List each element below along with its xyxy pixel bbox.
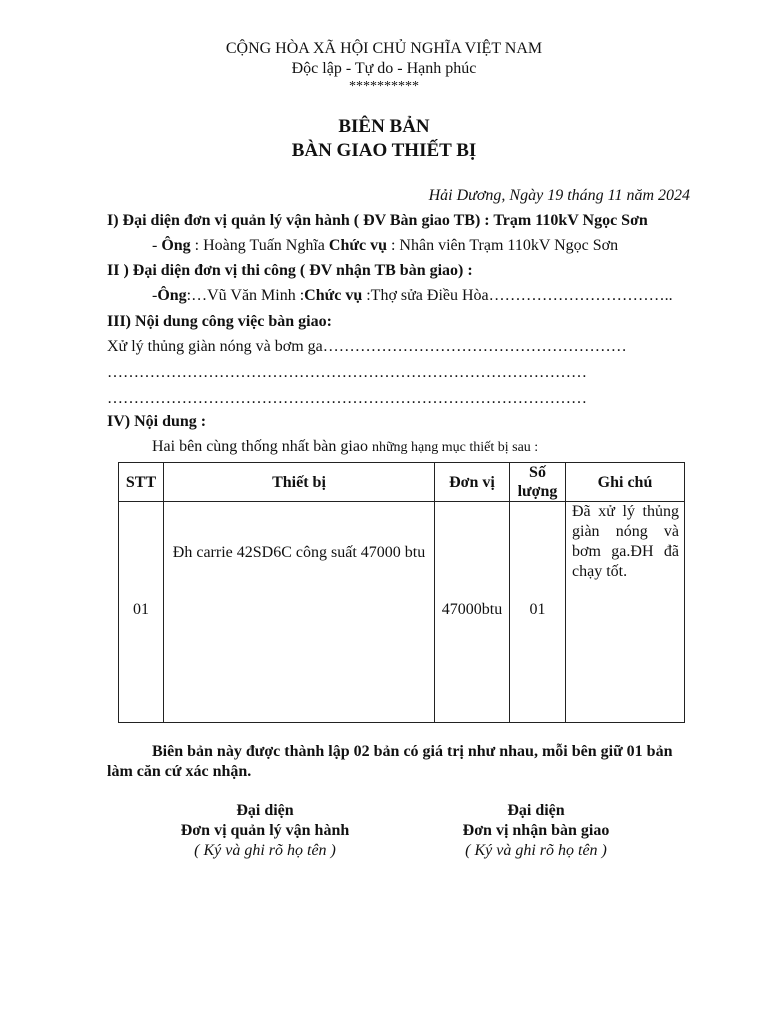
work-content-line-3: ……………………………………………………………………………… bbox=[107, 390, 587, 407]
cell-device-text: Đh carrie 42SD6C công suất 47000 btu bbox=[172, 544, 426, 561]
country-name: CỘNG HÒA XÃ HỘI CHỦ NGHĨA VIỆT NAM bbox=[225, 40, 543, 57]
national-motto: Độc lập - Tự do - Hạnh phúc bbox=[291, 60, 477, 77]
signature-right bbox=[411, 801, 661, 861]
header-stt: STT bbox=[119, 463, 164, 502]
section-2-heading: II ) Đại diện đơn vị thi công ( ĐV nhận TB bàn giao) : bbox=[107, 262, 473, 279]
section-4-intro-main: Hai bên cùng thống nhất bàn giao bbox=[152, 438, 372, 455]
header-quantity-line-2: lượng bbox=[517, 483, 558, 500]
section-2-ong-value: :…Vũ Văn Minh : bbox=[186, 287, 305, 304]
cell-quantity bbox=[510, 502, 566, 723]
date-line: Hải Dương, Ngày 19 tháng 11 năm 2024 bbox=[428, 187, 690, 204]
header-device: Thiết bị bbox=[164, 463, 435, 502]
cell-stt-text: 01 bbox=[133, 601, 149, 618]
signature-left-note: ( Ký và ghi rõ họ tên ) bbox=[194, 842, 336, 859]
signature-left-title: Đại diện bbox=[236, 802, 294, 819]
cell-note-text: Đã xử lý thủng giàn nóng và bơm ga.ĐH đã chạy tốt. bbox=[572, 503, 679, 580]
section-4-intro bbox=[152, 438, 538, 456]
cell-unit-text: 47000btu bbox=[441, 601, 503, 618]
section-2-ong-label: Ông bbox=[157, 287, 187, 304]
section-2-role-value: :Thợ sửa Điều Hòa…………………………….. bbox=[362, 287, 673, 304]
signature-right-note: ( Ký và ghi rõ họ tên ) bbox=[465, 842, 607, 859]
section-1-heading: I) Đại diện đơn vị quản lý vận hành ( ĐV Bàn giao TB) : Trạm 110kV Ngọc Sơn bbox=[107, 212, 648, 229]
section-1-person bbox=[152, 237, 618, 255]
work-content-line-1: Xử lý thủng giàn nóng và bơm ga………………………………………………… bbox=[107, 338, 627, 355]
header-quantity bbox=[510, 463, 566, 502]
motto-stars: ********** bbox=[349, 79, 419, 94]
equipment-table bbox=[118, 462, 685, 723]
work-content-line-2: ……………………………………………………………………………… bbox=[107, 364, 587, 381]
cell-quantity-text: 01 bbox=[529, 601, 546, 618]
header-unit: Đơn vị bbox=[435, 463, 510, 502]
cell-note bbox=[566, 502, 685, 723]
closing-line-2: làm căn cứ xác nhận. bbox=[107, 763, 252, 780]
header-note: Ghi chú bbox=[566, 463, 685, 502]
header-quantity-line-1: Số bbox=[529, 464, 546, 481]
section-1-ong-value: : Hoàng Tuấn Nghĩa bbox=[190, 237, 329, 254]
signature-left-org: Đơn vị quản lý vận hành bbox=[180, 822, 350, 839]
section-4-heading: IV) Nội dung : bbox=[107, 413, 207, 430]
section-2-person bbox=[152, 287, 673, 305]
section-1-prefix: - bbox=[152, 237, 162, 254]
section-2-role-label: Chức vụ bbox=[304, 287, 363, 304]
signature-right-org: Đơn vị nhận bàn giao bbox=[462, 822, 610, 839]
cell-stt bbox=[119, 502, 164, 723]
section-1-role-label: Chức vụ bbox=[328, 237, 387, 254]
table-header-row bbox=[119, 463, 685, 502]
section-2-prefix: - bbox=[152, 287, 158, 304]
cell-device bbox=[164, 502, 435, 723]
cell-unit bbox=[435, 502, 510, 723]
document-title: BIÊN BẢN bbox=[338, 116, 430, 137]
section-1-role-value: : Nhân viên Trạm 110kV Ngọc Sơn bbox=[386, 237, 619, 254]
section-1-ong-label: Ông bbox=[161, 237, 191, 254]
signature-left bbox=[140, 801, 390, 861]
table-row bbox=[119, 502, 685, 723]
closing-line-1: Biên bản này được thành lập 02 bản có giá trị như nhau, mỗi bên giữ 01 bản bbox=[152, 743, 673, 760]
section-3-heading: III) Nội dung công việc bàn giao: bbox=[107, 313, 332, 330]
signature-right-title: Đại diện bbox=[507, 802, 565, 819]
section-4-intro-small: những hạng mục thiết bị sau : bbox=[371, 440, 539, 455]
document-subtitle: BÀN GIAO THIẾT BỊ bbox=[291, 140, 477, 161]
